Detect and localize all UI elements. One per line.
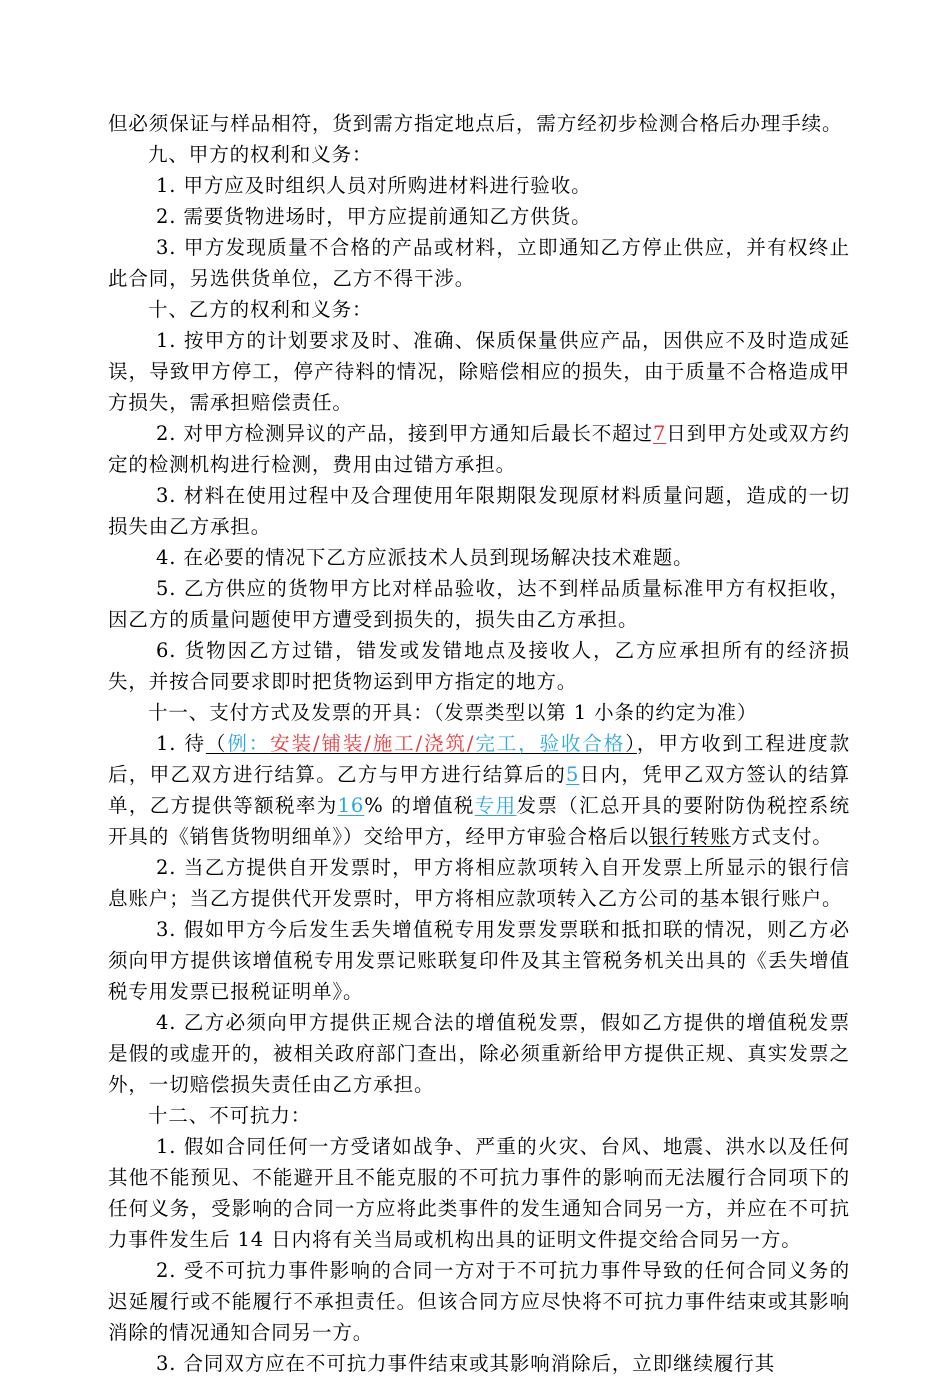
- section-11-item-4: 4. 乙方必须向甲方提供正规合法的增值税发票，假如乙方提供的增值税发票是假的或虚开的，被相关政府部门查出，除必须重新给甲方提供正规、真实发票之外，一切赔偿损失责任由乙方承担。: [108, 1011, 850, 1096]
- section-9-item-1: 1. 甲方应及时组织人员对所购进材料进行验收。: [156, 174, 592, 197]
- section-10-item-1: 1. 按甲方的计划要求及时、准确、保质保量供应产品，因供应不及时造成延误，导致甲方停工，停产待料的情况，除赔偿相应的损失，由于质量不合格造成甲方损失，需承担赔偿责任。: [108, 329, 850, 414]
- payment-condition-field: [206, 732, 637, 755]
- section-10-item-5: 5. 乙方供应的货物甲方比对样品验收，达不到样品质量标准甲方有权拒收，因乙方的质量问题使甲方遭受到损失的，损失由乙方承担。: [108, 577, 850, 631]
- paren-open: （: [205, 732, 228, 755]
- section-9-item-3: 3. 甲方发现质量不合格的产品或材料，立即通知乙方停止供应，并有权终止此合同，另选供货单位，乙方不得干涉。: [108, 236, 850, 290]
- section-9-heading: 九、甲方的权利和义务：: [148, 143, 373, 166]
- payment-method-field: 银行转账: [649, 825, 731, 848]
- section-11-item-3: 3. 假如甲方今后发生丢失增值税专用发票发票联和抵扣联的情况，则乙方必须向甲方提供该增值税专用发票记账联复印件及其主管税务机关出具的《丢失增值税专用发票已报税证明单》。: [108, 918, 850, 1003]
- paren-close: ）: [625, 732, 637, 755]
- s11-1-text-c: 日内，凭甲乙双方签认的结算单，乙方提供等额税率为: [108, 763, 850, 817]
- section-10-item-4: 4. 在必要的情况下乙方应派技术人员到现场解决技术难题。: [156, 546, 694, 569]
- section-9-item-2: 2. 需要货物进场时，甲方应提前通知乙方供货。: [156, 205, 592, 228]
- section-10-item-2: [108, 418, 850, 480]
- section-10-item-3: 3. 材料在使用过程中及合理使用年限期限发现原材料质量问题，造成的一切损失由乙方承担。: [108, 484, 850, 538]
- inspection-days-field: 7: [652, 422, 667, 445]
- contract-body: [108, 108, 850, 1379]
- s10-2-text-b: 日到甲方处或双方约定的检测机构进行检测，费用由过错方承担。: [108, 422, 850, 476]
- s11-1-text-e: 发票（汇总开具的要附防伪税控系统开具的《销售货物明细单》）交给甲方，经甲方审验合格后以: [108, 794, 850, 848]
- section-11-heading: 十一、支付方式及发票的开具：（发票类型以第 1 小条的约定为准）: [148, 701, 758, 724]
- settlement-days-field: 5: [566, 763, 580, 786]
- example-install-options: 安装/铺装/施工/浇筑/: [270, 732, 475, 755]
- section-11-item-2: 2. 当乙方提供自开发票时，甲方将相应款项转入自开发票上所显示的银行信息账户；当乙方提供代开发票时，甲方将相应款项转入乙方公司的基本银行账户。: [108, 856, 850, 910]
- section-11-item-1: [108, 728, 850, 852]
- section-12-item-3: 3. 合同双方应在不可抗力事件结束或其影响消除后，立即继续履行其: [156, 1352, 776, 1375]
- example-label: 例：: [227, 732, 271, 755]
- paragraph-continuation: 但必须保证与样品相符，货到需方指定地点后，需方经初步检测合格后办理手续。: [108, 112, 843, 135]
- s11-1-text-a: 1. 待: [156, 732, 206, 755]
- section-10-item-6: 6. 货物因乙方过错，错发或发错地点及接收人，乙方应承担所有的经济损失，并按合同要求即时把货物运到甲方指定的地方。: [108, 639, 850, 693]
- s10-2-text-a: 2. 对甲方检测异议的产品，接到甲方通知后最长不超过: [156, 422, 653, 445]
- tax-rate-field: 16: [337, 794, 365, 817]
- example-completion: 完工，验收合格: [474, 732, 626, 755]
- s11-1-text-d: % 的增值税: [364, 794, 475, 817]
- section-10-heading: 十、乙方的权利和义务：: [148, 298, 373, 321]
- s11-1-text-b: ，甲方收到工程进度款后，甲乙双方进行结算。乙方与甲方进行结算后的: [108, 732, 850, 786]
- invoice-type-field: 专用: [474, 794, 517, 817]
- s11-1-text-f: 方式支付。: [730, 825, 833, 848]
- section-12-item-2: 2. 受不可抗力事件影响的合同一方对于不可抗力事件导致的任何合同义务的迟延履行或不能履行不承担责任。但该合同方应尽快将不可抗力事件结束或其影响消除的情况通知合同另一方。: [108, 1259, 850, 1344]
- section-12-item-1: 1. 假如合同任何一方受诸如战争、严重的火灾、台风、地震、洪水以及任何其他不能预见、不能避开且不能克服的不可抗力事件的影响而无法履行合同项下的任何义务，受影响的合同一方应将此类事件的发生通知合同另一方，并应在不可抗力事件发生后 14 日内将有关当局或机构出具的证明文件提交给合同另一方。: [108, 1135, 850, 1251]
- section-12-heading: 十二、不可抗力：: [148, 1104, 312, 1127]
